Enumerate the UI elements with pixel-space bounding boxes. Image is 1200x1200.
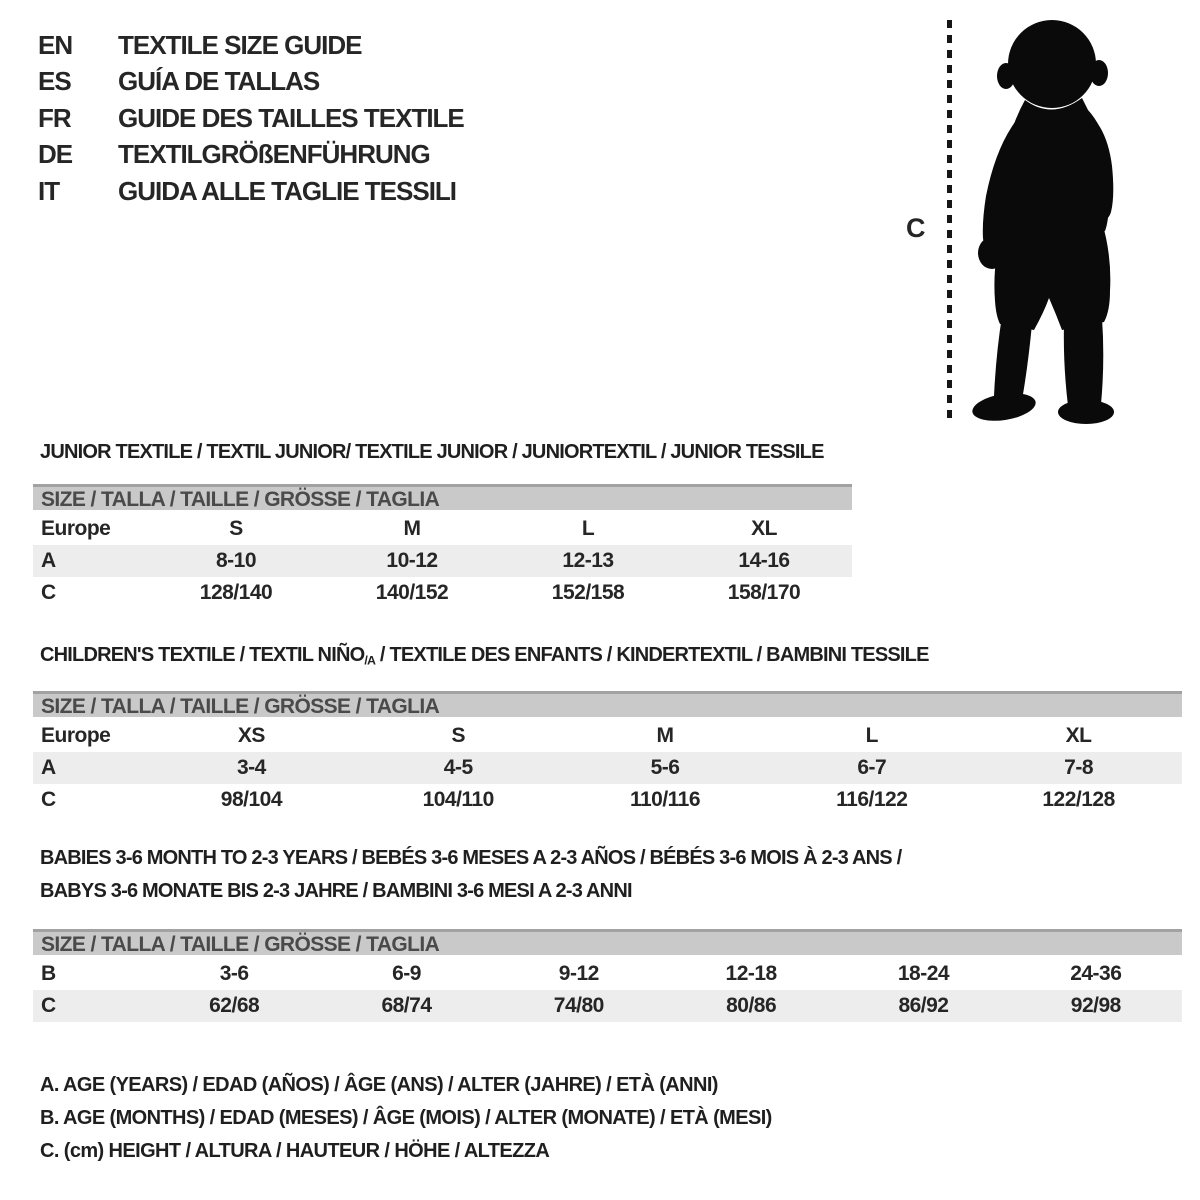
table-cell: 6-7 [768,752,975,784]
children-size-bar: SIZE / TALLA / TAILLE / GRÖSSE / TAGLIA [33,691,1182,717]
legend [40,1069,772,1168]
table-cell: 152/158 [551,581,625,604]
guide-title-en: TEXTILE SIZE GUIDE [118,29,362,60]
junior-row-height [33,577,852,609]
table-cell: 12-13 [500,545,676,577]
language-row-it [38,173,464,210]
row-label: C [33,990,148,1022]
guide-title-fr: GUIDE DES TAILLES TEXTILE [118,102,464,133]
table-cell: 80/86 [665,990,837,1022]
table-cell: 10-12 [324,545,500,577]
row-label: A [33,545,148,577]
table-cell: 116/122 [836,788,908,811]
row-label: C [41,788,56,811]
language-row-es [38,64,464,101]
language-code: FR [38,102,71,133]
size-column-xs: XS [237,724,265,747]
babies-size-table [33,958,1182,1022]
babies-row-height [33,990,1182,1022]
table-cell: 140/152 [375,581,449,604]
size-column-s: S [229,517,243,540]
size-column-m: M [403,517,421,540]
language-code: DE [38,139,73,170]
table-cell: 3-4 [148,752,355,784]
language-row-en [38,27,464,64]
guide-title-es: GUÍA DE TALLAS [118,66,320,97]
guide-title-de: TEXTILGRÖßENFÜHRUNG [118,139,430,170]
table-cell: 4-5 [355,752,562,784]
table-cell: 3-6 [219,962,249,985]
table-cell: 92/98 [1010,990,1182,1022]
junior-section-heading: JUNIOR TEXTILE / TEXTIL JUNIOR/ TEXTILE JUNIOR / JUNIORTEXTIL / JUNIOR TESSILE [40,441,824,463]
children-row-height [33,784,1182,816]
junior-header-row [33,513,852,545]
table-cell: 98/104 [220,788,283,811]
table-cell: 6-9 [392,962,421,985]
table-cell: 18-24 [897,962,950,985]
babies-heading-line1: BABIES 3-6 MONTH TO 2-3 YEARS / BEBÉS 3-6 MESES A 2-3 AÑOS / BÉBÉS 3-6 MOIS À 2-3 ANS / [40,847,902,869]
table-cell: 128/140 [199,581,273,604]
legend-line-a: A. AGE (YEARS) / EDAD (AÑOS) / ÂGE (ANS) / ALTER (JAHRE) / ETÀ (ANNI) [40,1074,718,1096]
table-cell: 122/128 [1042,788,1115,811]
table-cell: 24-36 [1070,962,1122,985]
junior-size-table [33,513,852,609]
region-column-header: Europe [41,724,111,747]
junior-row-age [33,545,852,577]
height-measure-label: C [906,213,926,243]
region-column-header: Europe [41,517,111,540]
row-label: A [33,752,148,784]
guide-title-it: GUIDA ALLE TAGLIE TESSILI [118,175,457,206]
size-column-l: L [865,724,878,747]
children-section-heading [40,639,929,677]
table-cell: 12-18 [725,962,777,985]
children-heading-suffix: / TEXTILE DES ENFANTS / KINDERTEXTIL / BAMBINI TESSILE [375,644,929,666]
table-cell: 62/68 [148,990,320,1022]
language-code: ES [38,66,71,97]
legend-line-b: B. AGE (MONTHS) / EDAD (MESES) / ÂGE (MOIS) / ALTER (MONATE) / ETÀ (MESI) [40,1107,772,1129]
babies-section-heading [40,842,901,908]
height-measure-dashed-line [947,20,952,418]
size-column-xl: XL [751,517,777,540]
children-size-table [33,720,1182,816]
language-row-fr [38,100,464,137]
toddler-silhouette-icon [962,16,1142,426]
table-cell: 7-8 [975,752,1182,784]
children-heading-small: /A [364,653,376,668]
size-column-m: M [656,724,674,747]
table-cell: 68/74 [320,990,492,1022]
language-code: IT [38,175,60,206]
babies-heading-line2: BABYS 3-6 MONATE BIS 2-3 JAHRE / BAMBINI 3-6 MESI A 2-3 ANNI [40,880,632,902]
babies-row-months [33,958,1182,990]
children-row-age [33,752,1182,784]
table-cell: 86/92 [837,990,1009,1022]
table-cell: 8-10 [148,545,324,577]
babies-size-bar: SIZE / TALLA / TAILLE / GRÖSSE / TAGLIA [33,929,1182,955]
table-cell: 5-6 [562,752,769,784]
row-label: B [41,962,56,985]
table-cell: 104/110 [422,788,494,811]
table-cell: 158/170 [727,581,801,604]
table-cell: 74/80 [493,990,665,1022]
size-column-l: L [581,517,595,540]
table-cell: 110/116 [629,788,701,811]
language-row-de [38,137,464,174]
size-column-s: S [451,724,465,747]
size-column-xl: XL [1065,724,1092,747]
junior-size-bar: SIZE / TALLA / TAILLE / GRÖSSE / TAGLIA [33,484,852,510]
table-cell: 9-12 [558,962,599,985]
language-guide-list [38,27,464,210]
legend-line-c: C. (cm) HEIGHT / ALTURA / HAUTEUR / HÖHE / ALTEZZA [40,1140,550,1162]
row-label: C [41,581,56,604]
children-heading-prefix: CHILDREN'S TEXTILE / TEXTIL NIÑO [40,644,365,666]
children-header-row [33,720,1182,752]
language-code: EN [38,29,73,60]
table-cell: 14-16 [676,545,852,577]
